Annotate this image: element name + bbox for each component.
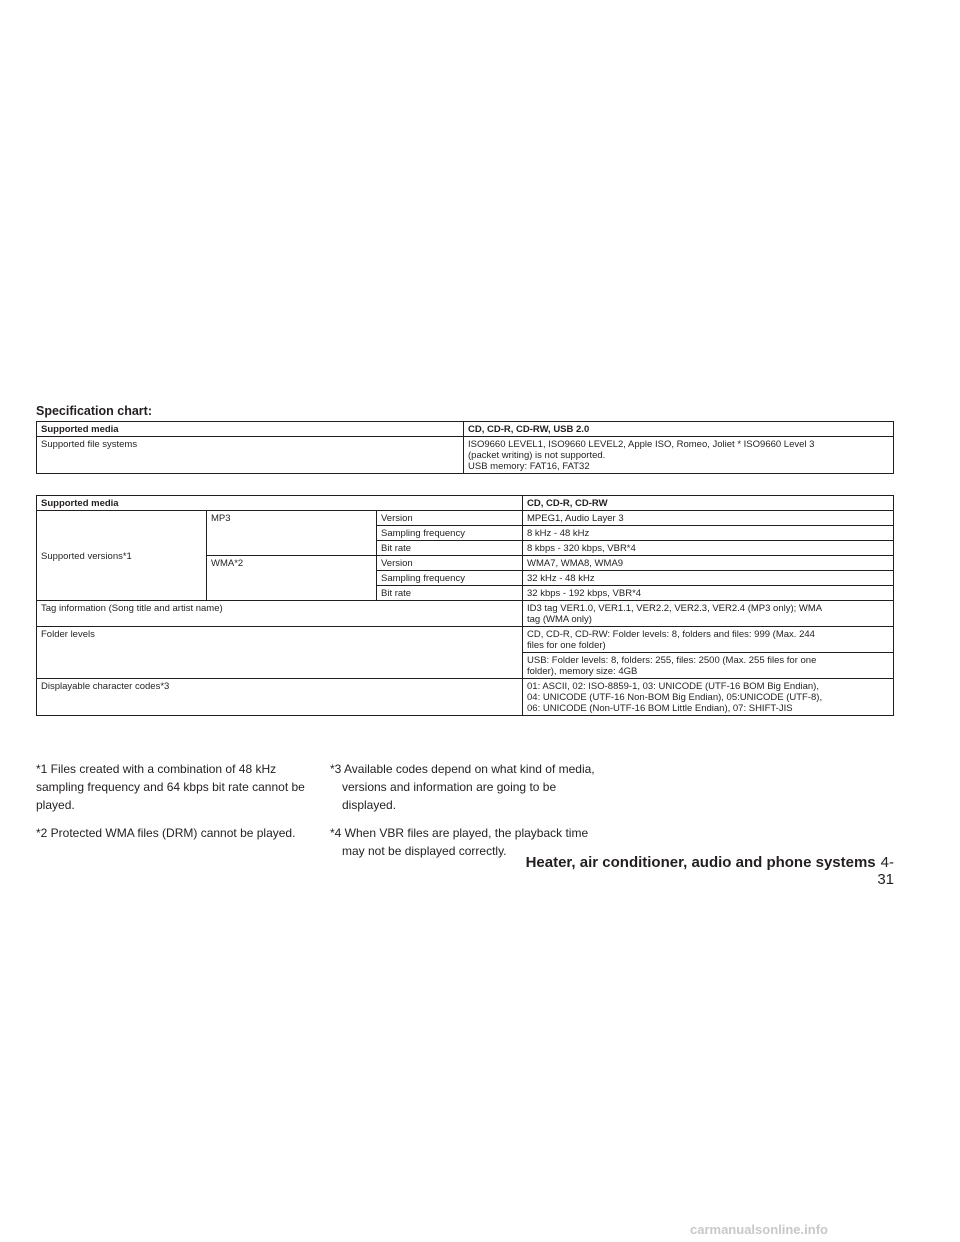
versions-label: Supported versions*1 <box>37 511 207 601</box>
row-label: Supported file systems <box>37 437 464 474</box>
value-line: files for one folder) <box>527 640 606 651</box>
codes-label: Displayable character codes*3 <box>37 679 523 716</box>
value-line: USB: Folder levels: 8, folders: 255, files: 2500 (Max. 255 files for one <box>527 655 817 666</box>
mp3-label: MP3 <box>207 511 377 556</box>
section-heading: Specification chart: <box>36 404 152 418</box>
param-label: Version <box>377 556 523 571</box>
codes-value <box>523 679 894 716</box>
table-header-row <box>37 422 894 437</box>
watermark: carmanualsonline.info <box>690 1222 828 1237</box>
tag-label: Tag information (Song title and artist name) <box>37 601 523 627</box>
footer-section-title: Heater, air conditioner, audio and phone systems <box>525 854 876 871</box>
value-line: 06: UNICODE (Non-UTF-16 BOM Little Endian), 07: SHIFT-JIS <box>527 703 793 714</box>
value-line: ISO9660 LEVEL1, ISO9660 LEVEL2, Apple ISO, Romeo, Joliet * ISO9660 Level 3 <box>468 439 815 450</box>
value-line: USB memory: FAT16, FAT32 <box>468 461 590 472</box>
folder-cd-value <box>523 627 894 653</box>
param-label: Version <box>377 511 523 526</box>
page-footer <box>510 854 894 888</box>
format-spec-table <box>36 495 894 716</box>
value-line: 01: ASCII, 02: ISO-8859-1, 03: UNICODE (UTF-16 BOM Big Endian), <box>527 681 819 692</box>
param-value: 32 kHz - 48 kHz <box>523 571 894 586</box>
table-row <box>37 627 894 653</box>
folder-usb-value <box>523 653 894 679</box>
footnote-1: *1 Files created with a combination of 48 kHz sampling frequency and 64 kbps bit rate cannot be played. <box>36 762 305 812</box>
param-value: 8 kbps - 320 kbps, VBR*4 <box>523 541 894 556</box>
value-line: tag (WMA only) <box>527 614 592 625</box>
notes-column-left <box>36 760 312 852</box>
param-value: MPEG1, Audio Layer 3 <box>523 511 894 526</box>
param-label: Sampling frequency <box>377 526 523 541</box>
param-value: WMA7, WMA8, WMA9 <box>523 556 894 571</box>
folder-label: Folder levels <box>37 627 523 679</box>
param-label: Sampling frequency <box>377 571 523 586</box>
param-label: Bit rate <box>377 586 523 601</box>
row-value <box>464 437 894 474</box>
header-cell: CD, CD-R, CD-RW, USB 2.0 <box>464 422 894 437</box>
header-cell: Supported media <box>37 422 464 437</box>
value-line: CD, CD-R, CD-RW: Folder levels: 8, folders and files: 999 (Max. 244 <box>527 629 815 640</box>
table-header-row <box>37 496 894 511</box>
value-line: folder), memory size: 4GB <box>527 666 638 677</box>
file-system-table <box>36 421 894 474</box>
param-label: Bit rate <box>377 541 523 556</box>
table-row <box>37 601 894 627</box>
tag-value <box>523 601 894 627</box>
param-value: 32 kbps - 192 kbps, VBR*4 <box>523 586 894 601</box>
value-line: ID3 tag VER1.0, VER1.1, VER2.2, VER2.3, VER2.4 (MP3 only); WMA <box>527 603 823 614</box>
footnote-2: *2 Protected WMA files (DRM) cannot be played. <box>36 826 296 840</box>
table-row <box>37 511 894 526</box>
page-number: 4-31 <box>877 854 894 888</box>
param-value: 8 kHz - 48 kHz <box>523 526 894 541</box>
value-line: 04: UNICODE (UTF-16 Non-BOM Big Endian), 05:UNICODE (UTF-8), <box>527 692 823 703</box>
header-cell: Supported media <box>37 496 523 511</box>
wma-label: WMA*2 <box>207 556 377 601</box>
value-line: (packet writing) is not supported. <box>468 450 606 461</box>
footnote-4: *4 When VBR files are played, the playback time may not be displayed correctly. <box>330 826 589 858</box>
table-row <box>37 437 894 474</box>
footnote-3: *3 Available codes depend on what kind of media, versions and information are going to be displayed. <box>330 762 595 812</box>
table-row <box>37 679 894 716</box>
header-cell: CD, CD-R, CD-RW <box>523 496 894 511</box>
